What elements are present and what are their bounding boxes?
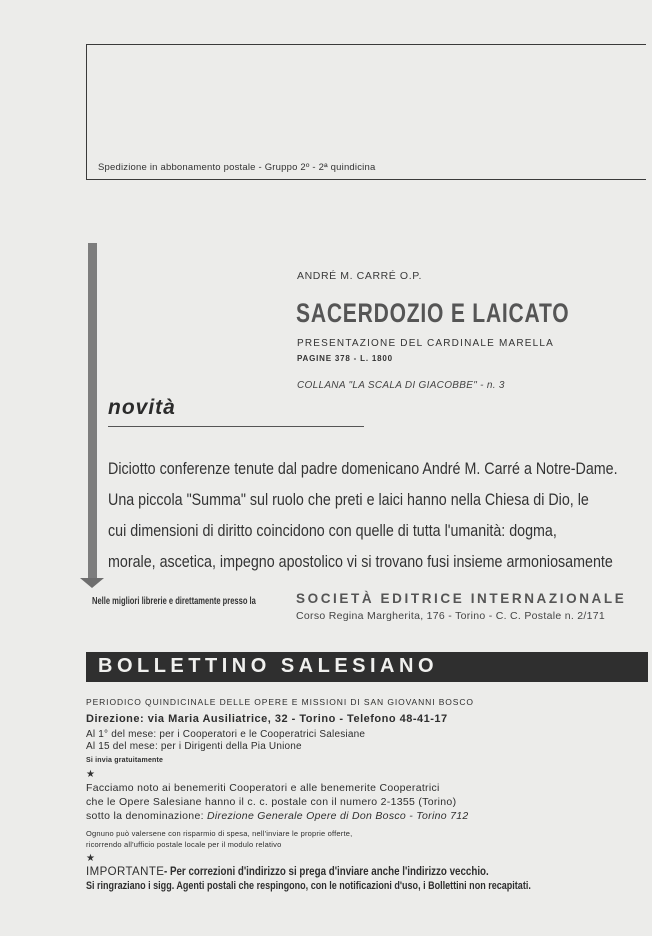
- accent-bar: [88, 243, 97, 578]
- important-label: IMPORTANTE: [86, 866, 165, 878]
- issue-schedule-15: Al 15 del mese: per i Dirigenti della Pia Unione: [86, 741, 302, 752]
- masthead-title: BOLLETTINO SALESIANO: [98, 655, 438, 677]
- postal-frame: [86, 44, 646, 180]
- issue-schedule-1: Al 1° del mese: per i Cooperatori e le Cooperatrici Salesiane: [86, 729, 366, 740]
- book-pages-price: PAGINE 378 - L. 1800: [297, 354, 393, 363]
- postal-notice: Spedizione in abbonamento postale - Gruppo 2º - 2ª quindicina: [98, 162, 376, 173]
- description-line: Diciotto conferenze tenute dal padre domenicano André M. Carré a Notre-Dame.: [108, 459, 618, 478]
- book-series: COLLANA "LA SCALA DI GIACOBBE" - n. 3: [297, 380, 505, 391]
- account-name: Direzione Generale Opere di Don Bosco - Torino 712: [207, 810, 469, 822]
- postal-tip-line: ricorrendo all'ufficio postale locale per il modulo relativo: [86, 840, 282, 849]
- free-distribution-note: Si invia gratuitamente: [86, 757, 164, 764]
- book-title: SACERDOZIO E LAICATO: [296, 298, 570, 328]
- book-author: ANDRÉ M. CARRÉ O.P.: [297, 270, 422, 282]
- availability-note: Nelle migliori librerie e direttamente presso la: [92, 595, 256, 607]
- thanks-notice: Si ringraziano i sigg. Agenti postali che respingono, con le notificazioni d'uso, i Bollettini non recapitati.: [86, 880, 531, 892]
- publisher-name: SOCIETÀ EDITRICE INTERNAZIONALE: [296, 591, 627, 606]
- book-presentation: PRESENTAZIONE DEL CARDINALE MARELLA: [297, 338, 555, 349]
- novelty-badge: novità: [108, 396, 176, 419]
- postal-tip-line: Ognuno può valersene con risparmio di spesa, nell'inviare le proprie offerte,: [86, 829, 353, 838]
- description-line: Una piccola "Summa" sul ruolo che preti e laici hanno nella Chiesa di Dio, le: [108, 490, 589, 509]
- star-icon: ★: [86, 769, 95, 780]
- important-text: - Per correzioni d'indirizzo si prega d'inviare anche l'indirizzo vecchio.: [164, 866, 490, 878]
- notice-line: [86, 810, 469, 822]
- notice-prefix: sotto la denominazione:: [86, 810, 208, 822]
- description-line: cui dimensioni di diritto coincidono con quelle di tutta l'umanità: dogma,: [108, 521, 557, 540]
- description-line: morale, ascetica, impegno apostolico vi si trovano fusi insieme armoniosamente: [108, 552, 613, 571]
- publisher-address: Corso Regina Margherita, 176 - Torino - C. C. Postale n. 2/171: [296, 610, 606, 622]
- star-icon: ★: [86, 853, 95, 864]
- periodical-subtitle: PERIODICO QUINDICINALE DELLE OPERE E MISSIONI DI SAN GIOVANNI BOSCO: [86, 697, 474, 707]
- arrow-down-icon: [80, 578, 104, 588]
- notice-line: Facciamo noto ai benemeriti Cooperatori e alle benemerite Cooperatrici: [86, 782, 440, 794]
- important-notice: [86, 866, 546, 878]
- editorial-address: Direzione: via Maria Ausiliatrice, 32 - Torino - Telefono 48-41-17: [86, 713, 448, 725]
- notice-line: che le Opere Salesiane hanno il c. c. postale con il numero 2-1355 (Torino): [86, 796, 457, 808]
- divider: [108, 426, 364, 427]
